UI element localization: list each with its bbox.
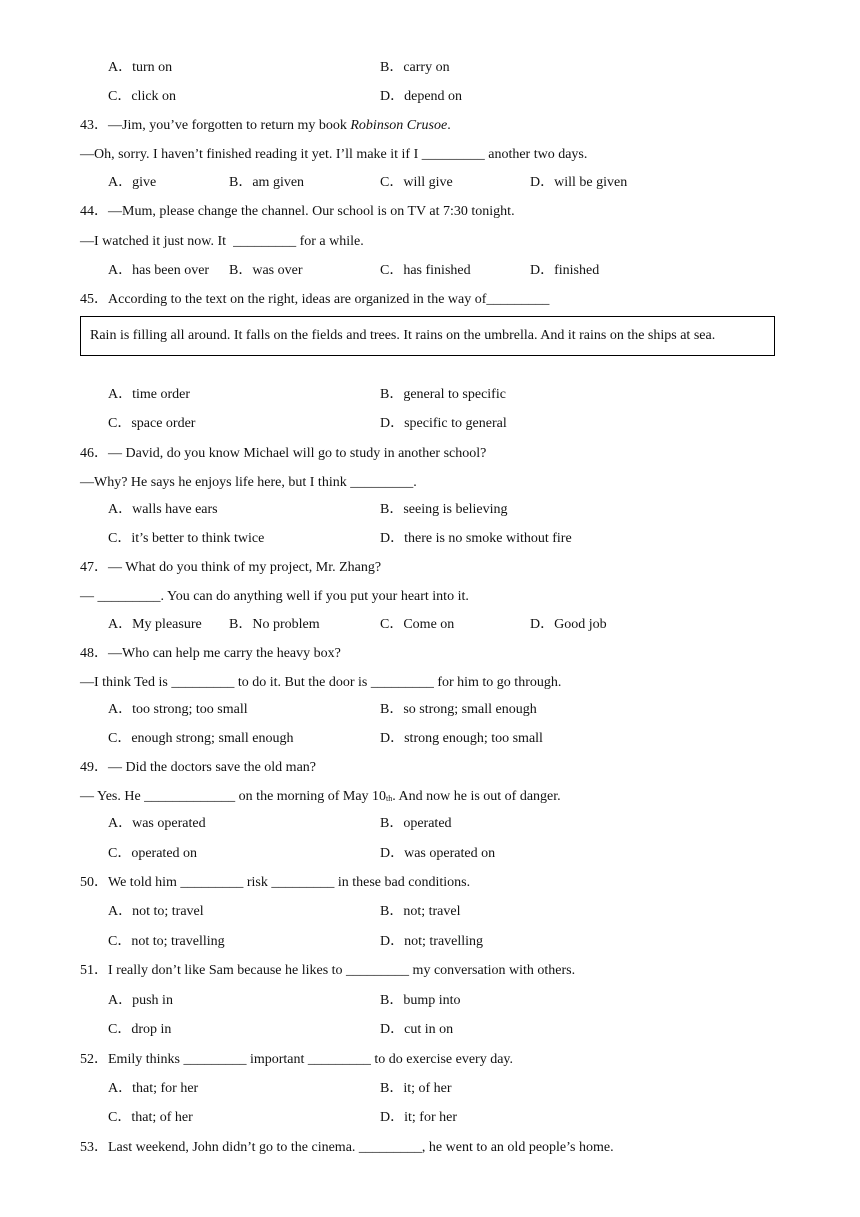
- q46-option-a: A．walls have ears: [108, 502, 218, 517]
- q48-option-d: D．strong enough; too small: [380, 731, 543, 746]
- q45-box-text: Rain is filling all around. It falls on the fields and trees. It rains on the umbrella. And it rains on the ships at sea.: [90, 328, 716, 343]
- q46-option-c: C．it’s better to think twice: [108, 531, 265, 546]
- q44-option-a: A．has been over: [108, 263, 210, 278]
- q49-option-d: D．was operated on: [380, 846, 496, 861]
- q42-option-c: C．click on: [108, 89, 177, 104]
- q49-option-b: B．operated: [380, 816, 452, 831]
- q44-option-b: B．was over: [229, 263, 303, 278]
- q43-stem: [80, 117, 451, 135]
- q49-reply: [80, 788, 561, 808]
- q42-option-d: D．depend on: [380, 89, 463, 104]
- q45-option-a: A．time order: [108, 387, 191, 402]
- q48-reply: —I think Ted is _________ to do it. But the door is _________ for him to go through.: [80, 675, 562, 690]
- q47-reply: — _________. You can do anything well if you put your heart into it.: [80, 589, 469, 604]
- q47-stem: 47．— What do you think of my project, Mr. Zhang?: [80, 560, 382, 575]
- q46-option-b: B．seeing is believing: [380, 502, 508, 517]
- q43-book-title: Robinson Crusoe: [350, 118, 448, 133]
- q52-option-d: D．it; for her: [380, 1110, 457, 1125]
- q42-option-a: A．turn on: [108, 60, 173, 75]
- q50-stem: 50．We told him _________ risk _________ in these bad conditions.: [80, 875, 471, 890]
- q50-option-d: D．not; travelling: [380, 934, 484, 949]
- q44-option-c: C．has finished: [380, 263, 471, 278]
- q45-text-box: [80, 316, 775, 356]
- q49-option-c: C．operated on: [108, 846, 198, 861]
- q48-option-b: B．so strong; small enough: [380, 702, 537, 717]
- q43-reply: —Oh, sorry. I haven’t finished reading it yet. I’ll make it if I _________ another two days.: [80, 147, 588, 162]
- q46-reply: —Why? He says he enjoys life here, but I think _________.: [80, 475, 417, 490]
- q46-option-d: D．there is no smoke without fire: [380, 531, 572, 546]
- q44-reply: —I watched it just now. It _________ for a while.: [80, 234, 364, 249]
- q47-option-d: D．Good job: [530, 617, 607, 632]
- q49-reply-suffix: . And now he is out of danger.: [392, 789, 561, 804]
- q49-option-a: A．was operated: [108, 816, 206, 831]
- q43-stem-prefix: 43．—Jim, you’ve forgotten to return my book: [80, 118, 351, 133]
- q51-option-d: D．cut in on: [380, 1022, 454, 1037]
- q43-option-b: B．am given: [229, 175, 305, 190]
- q43-option-a: A．give: [108, 175, 157, 190]
- q45-stem: 45．According to the text on the right, ideas are organized in the way of_________: [80, 292, 550, 307]
- q48-option-a: A．too strong; too small: [108, 702, 248, 717]
- q42-option-b: B．carry on: [380, 60, 450, 75]
- q51-option-a: A．push in: [108, 993, 173, 1008]
- q44-option-d: D．finished: [530, 263, 600, 278]
- q49-ordinal-suffix: th: [386, 794, 393, 803]
- q50-option-a: A．not to; travel: [108, 904, 204, 919]
- q45-option-d: D．specific to general: [380, 416, 507, 431]
- q50-option-c: C．not to; travelling: [108, 934, 225, 949]
- q48-stem: 48．—Who can help me carry the heavy box?: [80, 646, 341, 661]
- q43-option-d: D．will be given: [530, 175, 628, 190]
- q45-option-b: B．general to specific: [380, 387, 506, 402]
- q50-option-b: B．not; travel: [380, 904, 461, 919]
- q48-option-c: C．enough strong; small enough: [108, 731, 294, 746]
- q47-option-a: A．My pleasure: [108, 617, 202, 632]
- q47-option-b: B．No problem: [229, 617, 320, 632]
- q51-option-b: B．bump into: [380, 993, 461, 1008]
- q43-option-c: C．will give: [380, 175, 453, 190]
- q44-stem: 44．—Mum, please change the channel. Our school is on TV at 7:30 tonight.: [80, 204, 515, 219]
- q51-option-c: C．drop in: [108, 1022, 172, 1037]
- q45-option-c: C．space order: [108, 416, 196, 431]
- q47-option-c: C．Come on: [380, 617, 455, 632]
- q52-option-b: B．it; of her: [380, 1081, 452, 1096]
- q51-stem: 51．I really don’t like Sam because he likes to _________ my conversation with others.: [80, 963, 576, 978]
- q53-stem: 53．Last weekend, John didn’t go to the cinema. _________, he went to an old people’s home.: [80, 1140, 614, 1155]
- q52-option-a: A．that; for her: [108, 1081, 199, 1096]
- q52-stem: 52．Emily thinks _________ important _________ to do exercise every day.: [80, 1052, 514, 1067]
- q49-stem: 49．— Did the doctors save the old man?: [80, 760, 317, 775]
- q46-stem: 46．— David, do you know Michael will go to study in another school?: [80, 446, 487, 461]
- q43-stem-suffix: .: [447, 118, 451, 133]
- q49-reply-prefix: — Yes. He _____________ on the morning of May 10: [80, 789, 387, 804]
- q52-option-c: C．that; of her: [108, 1110, 193, 1125]
